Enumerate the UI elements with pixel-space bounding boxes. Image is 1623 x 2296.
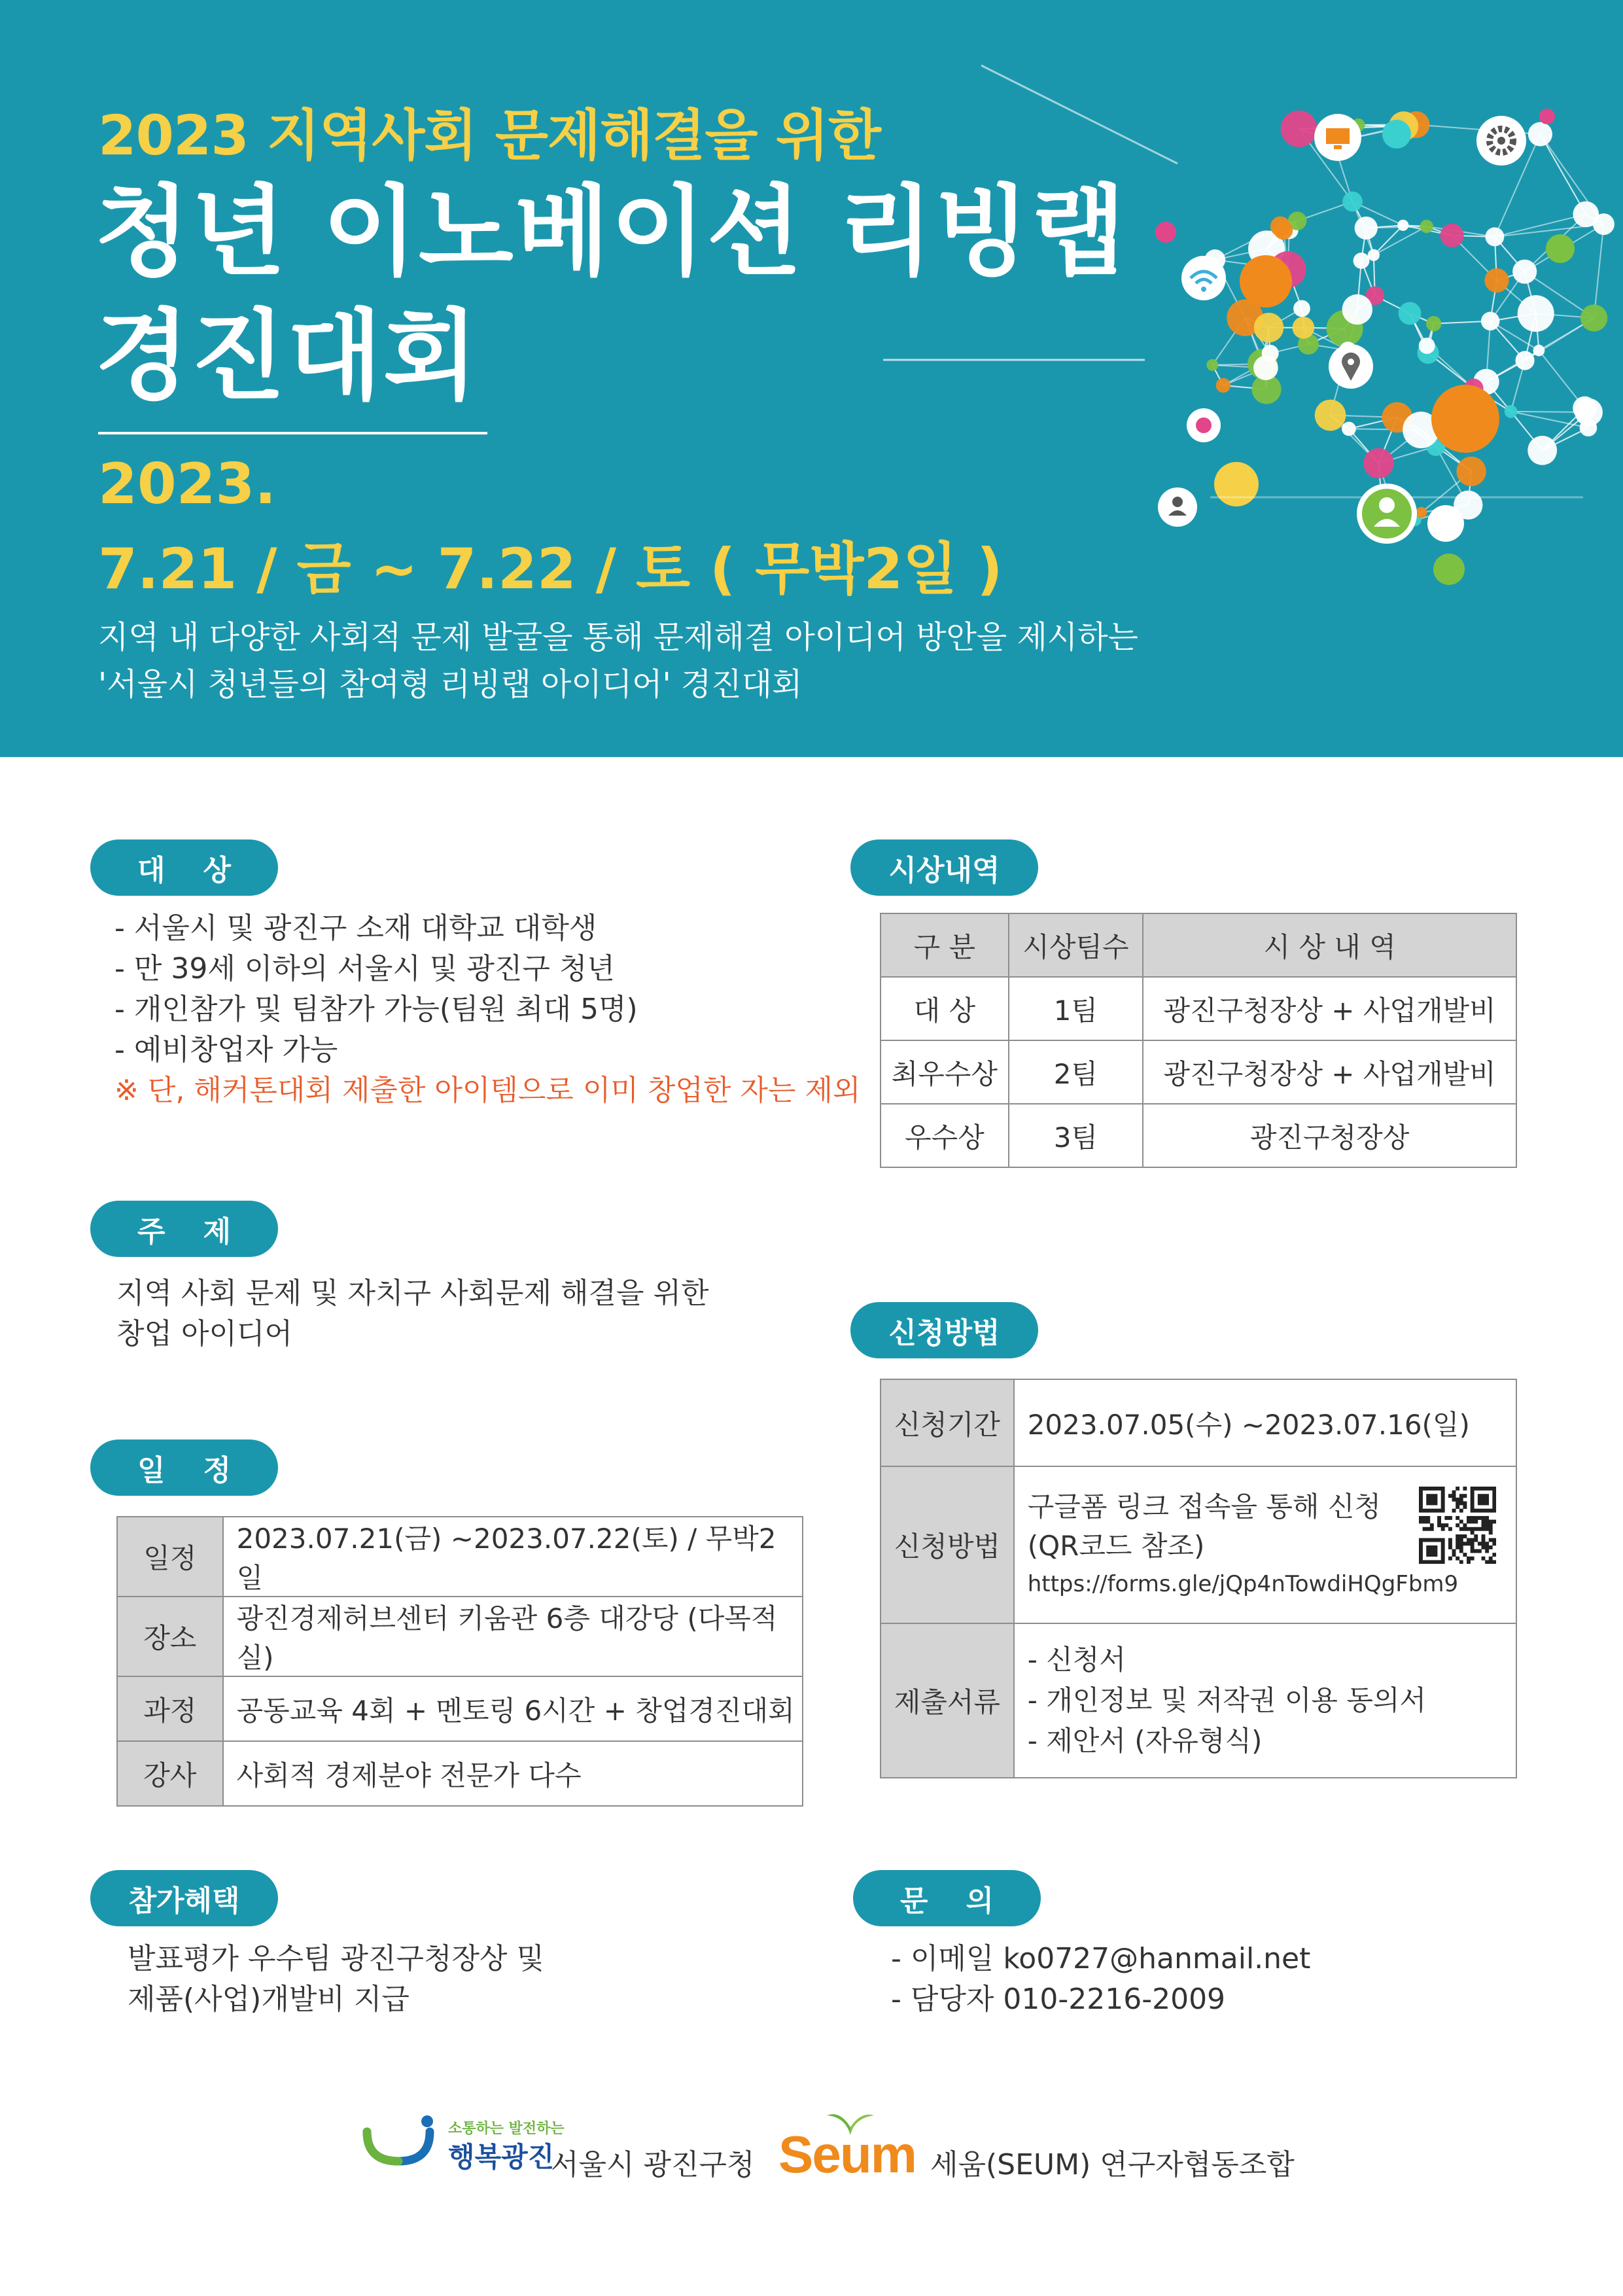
column-header: 시 상 내 역 <box>1143 913 1516 977</box>
schedule-key: 장소 <box>117 1597 223 1676</box>
award-teams: 2팀 <box>1009 1040 1143 1104</box>
award-detail: 광진구청장상 + 사업개발비 <box>1143 1040 1516 1104</box>
list-item: - 만 39세 이하의 서울시 및 광진구 청년 <box>114 952 615 985</box>
location-pin-icon <box>1329 344 1373 389</box>
award-teams: 3팀 <box>1009 1104 1143 1167</box>
award-detail: 광진구청장상 + 사업개발비 <box>1143 977 1516 1040</box>
award-name: 최우수상 <box>881 1040 1009 1104</box>
gwangjin-logo-text: 행복광진 <box>448 2141 555 2173</box>
theme-line1: 지역 사회 문제 및 자치구 사회문제 해결을 위한 <box>116 1277 709 1310</box>
event-date-range: 7.21 / 금 ~ 7.22 / 토 ( 무박2일 ) <box>98 537 1003 602</box>
org-name-gwangjin: 서울시 광진구청 <box>551 2148 755 2181</box>
table-header-row <box>881 913 1516 977</box>
list-item: - 서울시 및 광진구 소재 대학교 대학생 <box>114 911 597 945</box>
apply-method-line2: (QR코드 참조) <box>1027 1530 1205 1562</box>
target-exclusion-note: ※ 단, 해커톤대회 제출한 아이템으로 이미 창업한 자는 제외 <box>114 1074 861 1107</box>
schedule-value: 사회적 경제분야 전문가 다수 <box>223 1741 803 1806</box>
schedule-value: 2023.07.21(금) ~2023.07.22(토) / 무박2일 <box>223 1517 803 1597</box>
schedule-value: 광진경제허브센터 키움관 6층 대강당 (다목적실) <box>223 1597 803 1676</box>
benefit-line2: 제품(사업)개발비 지급 <box>128 1983 410 2016</box>
event-title <box>95 170 1126 419</box>
list-item: - 제안서 (자유형식) <box>1027 1725 1263 1757</box>
apply-period-value: 2023.07.05(수) ~2023.07.16(일) <box>1014 1379 1516 1466</box>
award-detail: 광진구청장상 <box>1143 1104 1516 1167</box>
award-name: 우수상 <box>881 1104 1009 1167</box>
event-description <box>98 614 1138 708</box>
table-row <box>117 1597 803 1676</box>
event-kicker: 2023 지역사회 문제해결을 위한 <box>98 103 881 168</box>
gwangjin-logo <box>362 2113 565 2173</box>
column-header: 구 분 <box>881 913 1009 977</box>
apply-key: 제출서류 <box>881 1623 1014 1778</box>
benefit-line1: 발표평가 우수팀 광진구청장상 및 <box>128 1942 545 1975</box>
table-row <box>881 1379 1516 1466</box>
apply-method-line1: 구글폼 링크 접속을 통해 신청 <box>1027 1491 1381 1523</box>
apply-key: 신청방법 <box>881 1466 1014 1623</box>
person-badge-icon <box>1357 484 1417 544</box>
section-label-awards: 시상내역 <box>850 839 1038 896</box>
schedule-key: 강사 <box>117 1741 223 1806</box>
header-banner <box>0 0 1623 757</box>
target-list <box>114 908 860 1111</box>
table-row <box>117 1517 803 1597</box>
apply-table <box>880 1379 1517 1778</box>
apply-method-cell <box>1014 1466 1516 1623</box>
event-date-year: 2023. <box>98 451 277 517</box>
gear-icon <box>1476 116 1526 166</box>
awards-table <box>880 913 1517 1168</box>
apply-docs-cell <box>1014 1623 1516 1778</box>
heart-icon <box>1187 408 1221 442</box>
schedule-key: 과정 <box>117 1676 223 1741</box>
event-title-line1: 청년 이노베이션 리빙랩 <box>95 175 1127 289</box>
column-header: 시상팀수 <box>1009 913 1143 977</box>
theme-line2: 창업 아이디어 <box>116 1317 293 1351</box>
schedule-key: 일정 <box>117 1517 223 1597</box>
org-name-seum: 세움(SEUM) 연구자협동조합 <box>930 2148 1295 2181</box>
list-item: - 예비창업자 가능 <box>114 1033 338 1067</box>
section-label-target: 대상 <box>90 839 278 896</box>
award-name: 대 상 <box>881 977 1009 1040</box>
apply-form-link[interactable]: https://forms.gle/jQp4nTowdiHQgFbm9 <box>1027 1571 1459 1597</box>
schedule-value: 공동교육 4회 + 멘토링 6시간 + 창업경진대회 <box>223 1676 803 1741</box>
table-row <box>881 1040 1516 1104</box>
monitor-icon <box>1314 114 1361 161</box>
gwangjin-logo-slogan: 소통하는 발전하는 <box>448 2121 565 2137</box>
seum-logo-text: Seum <box>778 2125 916 2183</box>
award-teams: 1팀 <box>1009 977 1143 1040</box>
apply-key: 신청기간 <box>881 1379 1014 1466</box>
list-item: - 개인정보 및 저작권 이용 동의서 <box>1027 1684 1427 1716</box>
seum-logo <box>778 2110 929 2183</box>
wifi-icon <box>1181 256 1226 300</box>
gwangjin-logo-mark-icon <box>362 2113 440 2172</box>
contact-phone[interactable]: - 담당자 010-2216-2009 <box>891 1983 1226 2016</box>
section-label-benefit: 참가혜택 <box>90 1870 278 1926</box>
section-label-schedule: 일정 <box>90 1439 278 1496</box>
section-label-theme: 주제 <box>90 1201 278 1257</box>
table-row <box>117 1741 803 1806</box>
table-row <box>881 1623 1516 1778</box>
qr-code-icon[interactable] <box>1419 1487 1496 1564</box>
contact-info <box>891 1939 1310 2020</box>
title-divider <box>98 432 487 434</box>
table-row <box>117 1676 803 1741</box>
list-item: - 신청서 <box>1027 1644 1126 1676</box>
event-title-line2: 경진대회 <box>95 300 480 414</box>
section-label-apply: 신청방법 <box>850 1302 1038 1358</box>
table-row <box>881 1466 1516 1623</box>
table-row <box>881 1104 1516 1167</box>
contact-email[interactable]: - 이메일 ko0727@hanmail.net <box>891 1942 1311 1975</box>
list-item: - 개인참가 및 팀참가 가능(팀원 최대 5명) <box>114 993 638 1026</box>
table-row <box>881 977 1516 1040</box>
benefit-text <box>128 1939 544 2020</box>
section-label-contact: 문의 <box>853 1870 1041 1926</box>
user-icon <box>1158 487 1197 527</box>
event-description-line1: 지역 내 다양한 사회적 문제 발굴을 통해 문제해결 아이디어 방안을 제시하는 <box>98 619 1138 656</box>
schedule-table <box>116 1516 803 1807</box>
event-description-line2: '서울시 청년들의 참여형 리빙랩 아이디어' 경진대회 <box>98 666 803 703</box>
theme-text <box>116 1273 708 1354</box>
